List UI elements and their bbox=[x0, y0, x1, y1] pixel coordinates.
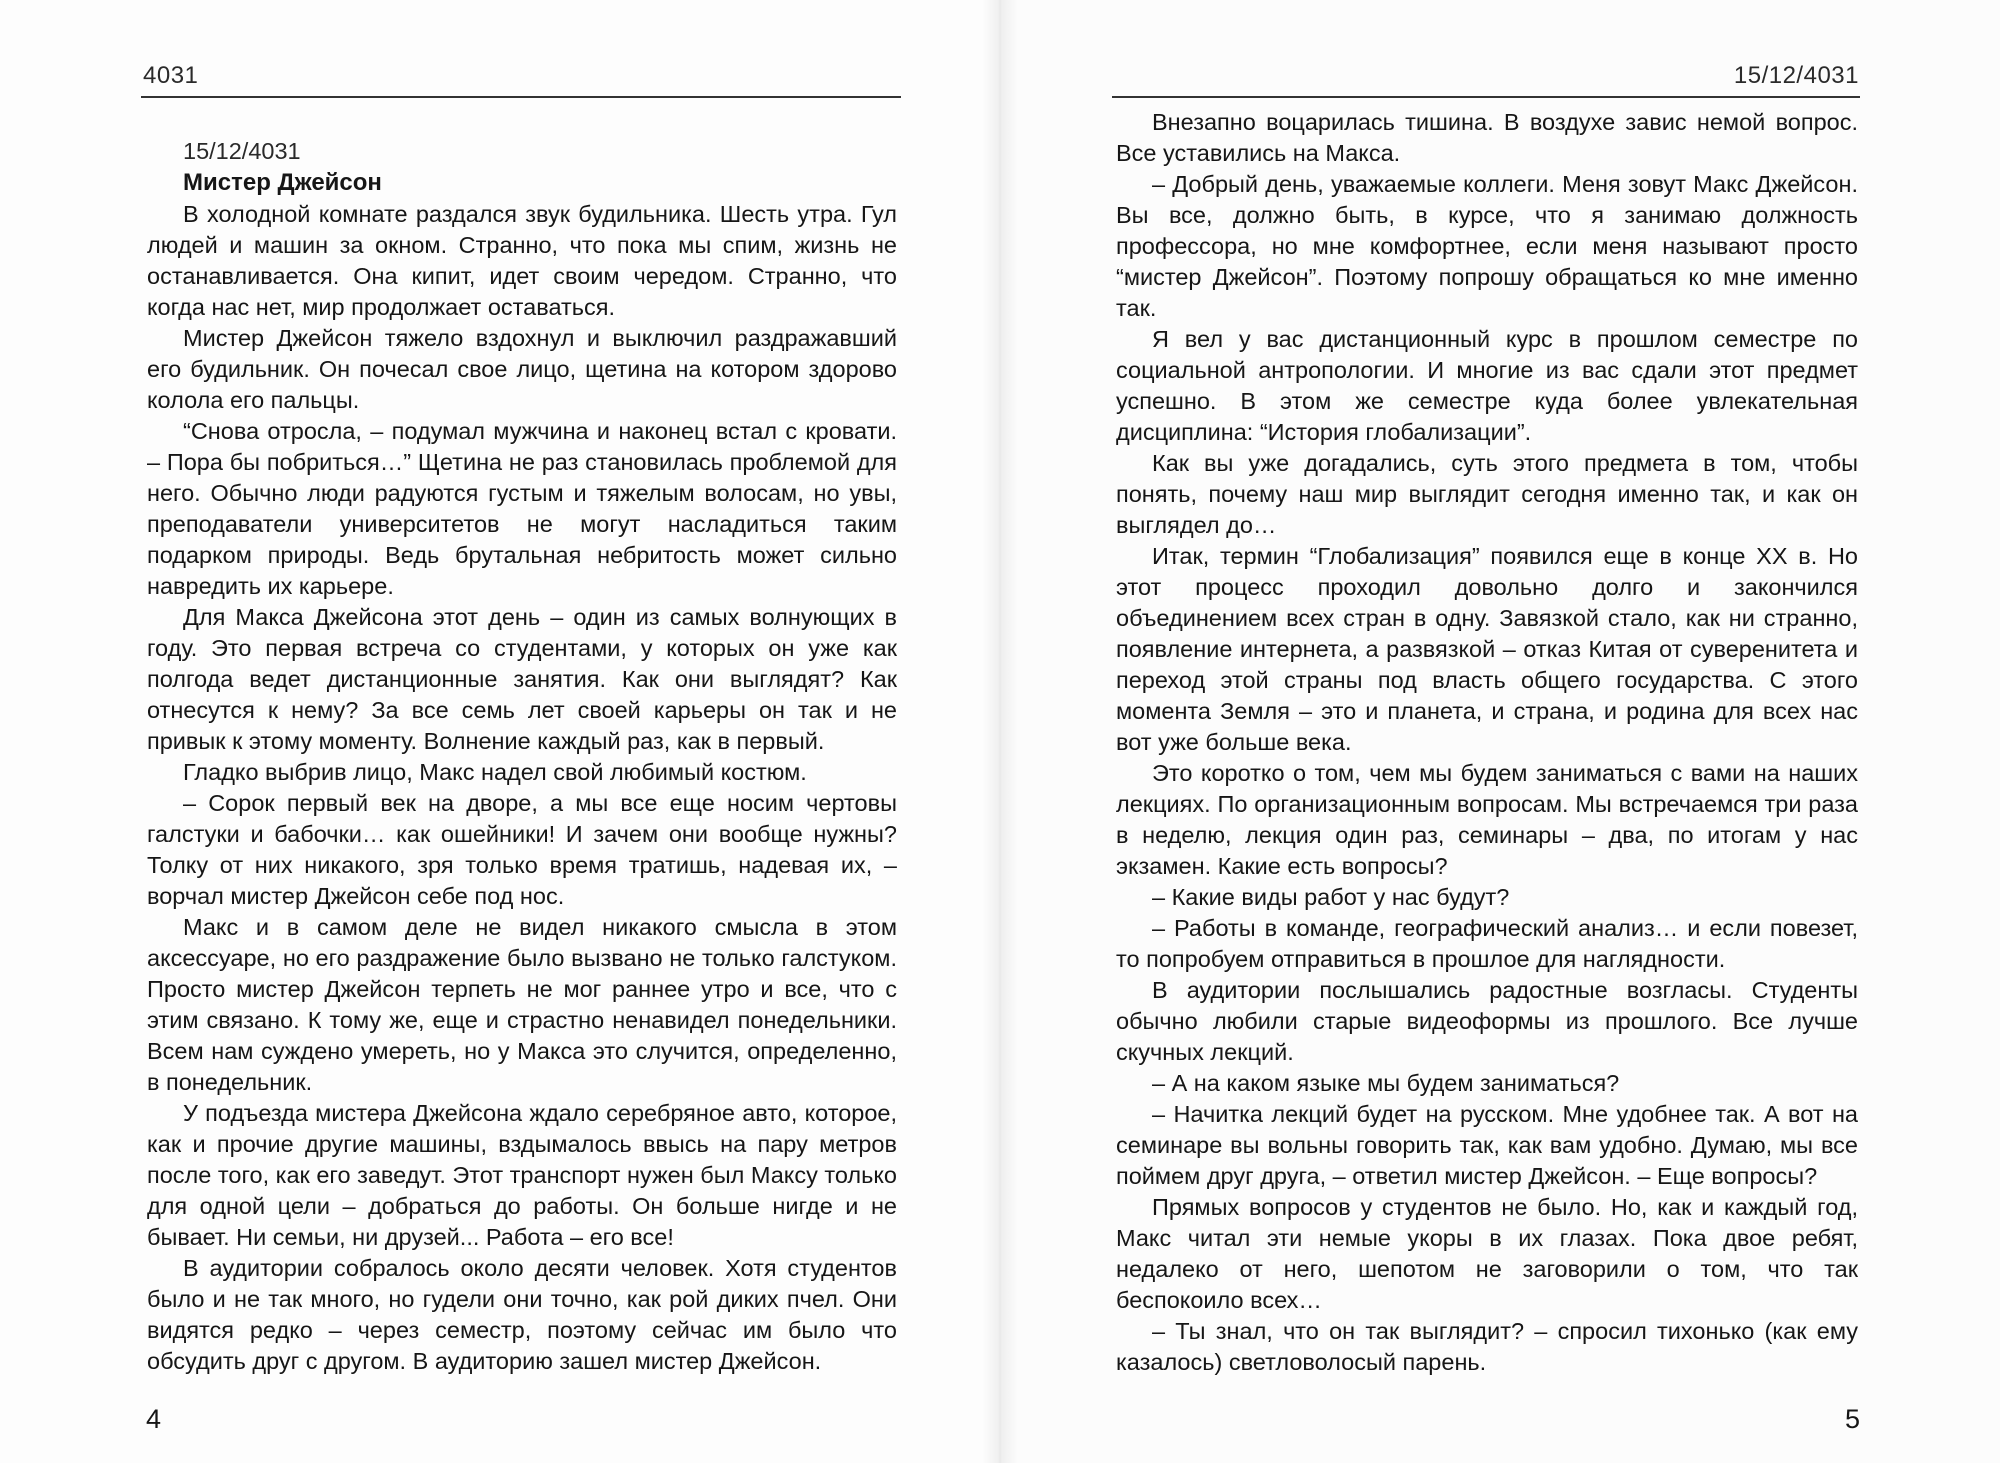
paragraph: “Снова отросла, – подумал мужчина и наконец встал с кровати. – Пора бы побриться…” Щетина не раз становилась проблемой для него. Обычно люди радуются густым и тяжелым волосам, но увы, преподаватели университетов не могут насладиться таким подарком природы. Ведь брутальная небритость может сильно навредить их карьере. bbox=[147, 418, 897, 599]
page-number: 4 bbox=[146, 1404, 162, 1434]
paragraph: – Ты знал, что он так выглядит? – спросил тихонько (как ему казалось) светловолосый парень. bbox=[1116, 1318, 1858, 1375]
paragraph: У подъезда мистера Джейсона ждало серебряное авто, которое, как и прочие другие машины, вздымалось ввысь на пару метров после того, как его заведут. Этот транспорт нужен был Максу только для одной цели – добраться до работы. Он больше нигде и не бывает. Ни семьи, ни друзей... Работа – его все! bbox=[147, 1100, 897, 1250]
paragraph: Гладко выбрив лицо, Макс надел свой любимый костюм. bbox=[183, 759, 807, 785]
paragraph: – Сорок первый век на дворе, а мы все еще носим чертовы галстуки и бабочки… как ошейники! И зачем они вообще нужны? Толку от них никакого, зря только время тратишь, надевая их, – ворчал мистер Джейсон себе под нос. bbox=[147, 790, 897, 909]
paragraph: Мистер Джейсон тяжело вздохнул и выключил раздражавший его будильник. Он почесал свое лицо, щетина на котором здорово колола его пальцы. bbox=[147, 325, 897, 413]
running-head: 4031 bbox=[143, 62, 199, 89]
paragraph: Прямых вопросов у студентов не было. Но, как и каждый год, Макс читал эти немые укоры в их глазах. Пока двое ребят, недалеко от него, шепотом не заговорили о том, что так беспокоило всех… bbox=[1116, 1194, 1858, 1313]
paragraph: В аудитории собралось около десяти человек. Хотя студентов было и не так много, но гудели они точно, как рой диких пчел. Они видятся редко – через семестр, поэтому сейчас им было что обсудить друг с другом. В аудиторию зашел мистер Джейсон. bbox=[147, 1255, 897, 1374]
paragraph: Итак, термин “Глобализация” появился еще в конце XX в. Но этот процесс проходил довольно долго и закончился объединением всех стран в одну. Завязкой стало, как ни странно, появление интернета, а развязкой – отказ Китая от суверенитета и переход этой страны под власть общего государства. С этого момента Земля – это и планета, и страна, и родина для всех нас вот уже больше века. bbox=[1116, 543, 1858, 755]
paragraph: – А на каком языке мы будем заниматься? bbox=[1152, 1070, 1620, 1096]
paragraph: В аудитории послышались радостные возгласы. Студенты обычно любили старые видеоформы из прошлого. Все лучше скучных лекций. bbox=[1116, 977, 1858, 1065]
header-rule bbox=[1112, 96, 1860, 98]
chapter-date: 15/12/4031 bbox=[183, 138, 301, 164]
right-page bbox=[1000, 0, 2000, 1463]
running-head: 15/12/4031 bbox=[1733, 62, 1859, 89]
header-rule bbox=[141, 96, 901, 98]
paragraph: – Начитка лекций будет на русском. Мне удобнее так. А вот на семинаре вы вольны говорить так, как вам удобно. Думаю, мы все поймем друг друга, – ответил мистер Джейсон. – Еще вопросы? bbox=[1116, 1101, 1858, 1189]
page-number: 5 bbox=[1844, 1404, 1860, 1434]
paragraph: – Работы в команде, географический анализ… и если повезет, то попробуем отправиться в прошлое для наглядности. bbox=[1116, 915, 1858, 972]
paragraph: Для Макса Джейсона этот день – один из самых волнующих в году. Это первая встреча со студентами, у которых он уже как полгода ведет дистанционные занятия. Как они выглядят? Как отнесутся к нему? За все семь лет своей карьеры он так и не привык к этому моменту. Волнение каждый раз, как в первый. bbox=[147, 604, 897, 754]
body-text bbox=[147, 136, 897, 1377]
paragraph: Как вы уже догадались, суть этого предмета в том, чтобы понять, почему наш мир выглядит сегодня именно так, и как он выглядел до… bbox=[1116, 450, 1858, 538]
book-gutter bbox=[982, 0, 1018, 1463]
paragraph: Я вел у вас дистанционный курс в прошлом семестре по социальной антропологии. И многие из вас сдали этот предмет успешно. В этом же семестре куда более увлекательная дисциплина: “История глобализации”. bbox=[1116, 326, 1858, 445]
paragraph: В холодной комнате раздался звук будильника. Шесть утра. Гул людей и машин за окном. Странно, что пока мы спим, жизнь не останавливается. Она кипит, идет своим чередом. Странно, что когда нас нет, мир продолжает оставаться. bbox=[147, 201, 897, 320]
chapter-title: Мистер Джейсон bbox=[183, 169, 382, 196]
paragraph: Это коротко о том, чем мы будем заниматься с вами на наших лекциях. По организационным вопросам. Мы встречаемся три раза в неделю, лекция один раз, семинары – два, по итогам у нас экзамен. Какие есть вопросы? bbox=[1116, 760, 1858, 879]
paragraph: Внезапно воцарилась тишина. В воздухе завис немой вопрос. Все уставились на Макса. bbox=[1116, 109, 1858, 166]
body-text bbox=[1116, 107, 1858, 1378]
paragraph: – Добрый день, уважаемые коллеги. Меня зовут Макс Джейсон. Вы все, должно быть, в курсе, что я занимаю должность профессора, но мне комфортнее, если меня называют просто “мистер Джейсон”. Поэтому попрошу обращаться ко мне именно так. bbox=[1116, 171, 1858, 321]
paragraph: – Какие виды работ у нас будут? bbox=[1152, 884, 1510, 910]
paragraph: Макс и в самом деле не видел никакого смысла в этом аксессуаре, но его раздражение было вызвано не только галстуком. Просто мистер Джейсон терпеть не мог раннее утро и все, что с этим связано. К тому же, еще и страстно ненавидел понедельники. Всем нам суждено умереть, но у Макса это случится, определенно, в понедельник. bbox=[147, 914, 897, 1095]
